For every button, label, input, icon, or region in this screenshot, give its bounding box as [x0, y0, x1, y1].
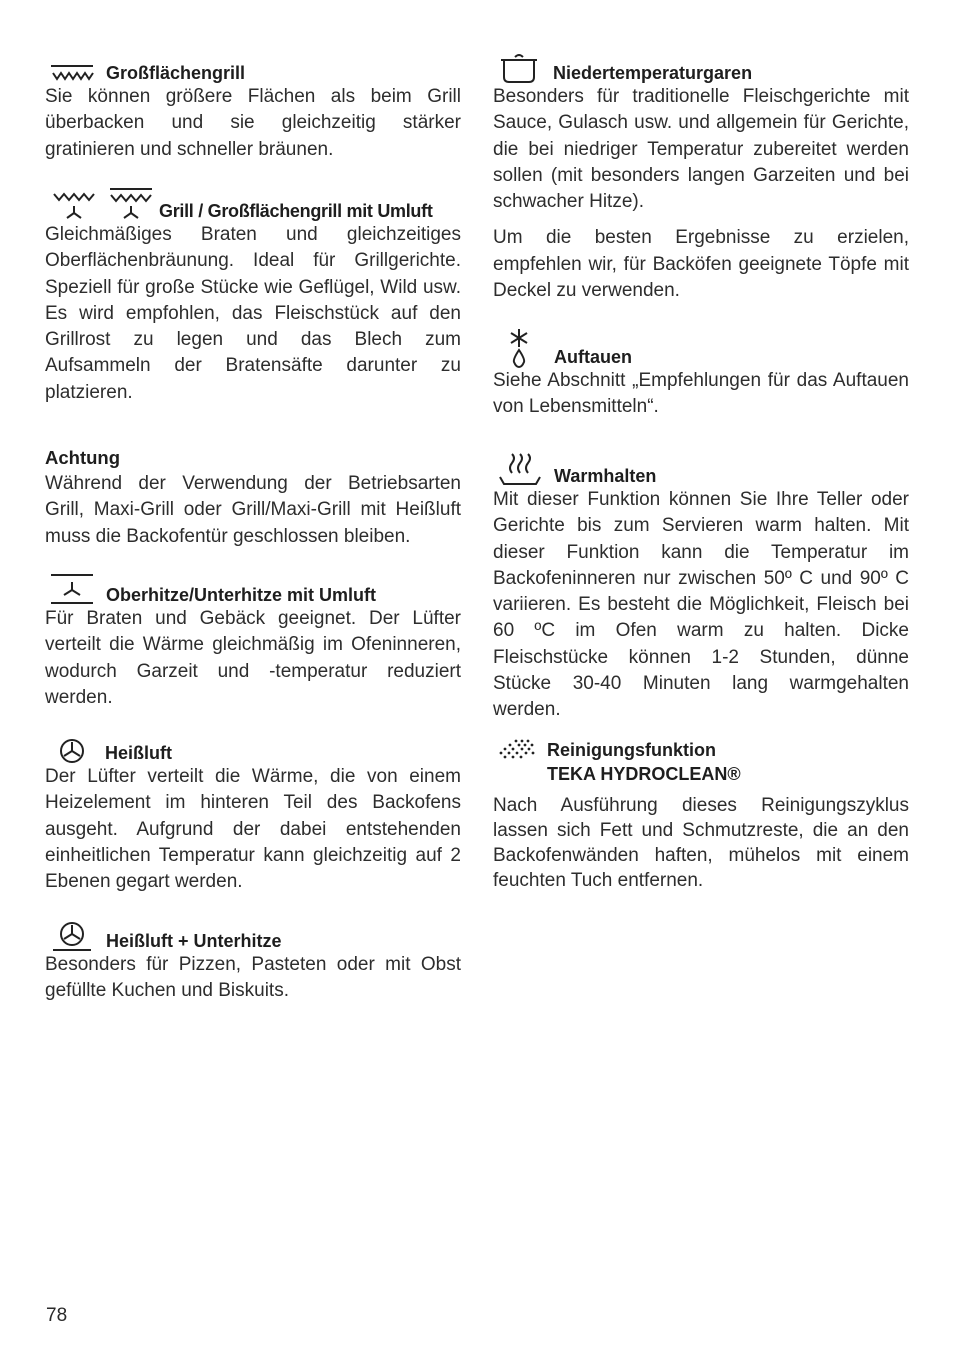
section-text: Für Braten und Gebäck geeignet. Der Lüfter verteilt die Wärme gleichmäßig im Ofeninneren, wodurch Garzeit und -temperatur reduziert werden. [45, 608, 461, 708]
section-title: Grill / Großflächengrill mit Umluft [159, 201, 433, 221]
section-title: Oberhitze/Unterhitze mit Umluft [106, 585, 377, 605]
section-niedertemperatur [493, 46, 909, 314]
section-grossflaechengrill [45, 46, 461, 164]
section-subtitle: TEKA HYDROCLEAN® [547, 764, 741, 784]
keep-warm-icon [498, 453, 542, 487]
section-text: Mit dieser Funktion können Sie Ihre Teller oder Gerichte bis zum Servieren warm halten. Mit dieser Funktion kann die Temperatur im Backofeninneren nur zwischen 50º C und 90º C variieren. Es besteht die Möglichkeit, Fleisch bei 60 ºC im Ofen warm zu halten. Dicke Fleischstücke können 1-2 Stunden, dünne Stücke 30-40 Minuten lang warmgehalten werden. [493, 489, 909, 721]
section-ober-unter-umluft [45, 570, 461, 715]
defrost-icon [507, 328, 531, 368]
section-achtung [45, 445, 461, 552]
section-title: Reinigungsfunktion [547, 740, 716, 760]
page-number: 78 [46, 1305, 68, 1326]
hydroclean-icon [498, 739, 536, 759]
section-text: Besonders für Pizzen, Pasteten oder mit Obst gefüllte Kuchen und Biskuits. [45, 954, 461, 1002]
section-warmhalten [493, 450, 909, 725]
large-grill-icon [50, 62, 94, 84]
section-text: Der Lüfter verteilt die Wärme, die von einem Heizelement im hinteren Teil des Backofens ausgeht. Aufgrund der dabei entstehenden einheitlichen Temperatur kann gleichzeitig auf 2 Ebenen gegart werden. [45, 766, 461, 893]
large-grill-fan-icon [109, 186, 153, 222]
section-text: Besonders für traditionelle Fleischgerichte mit Sauce, Gulasch usw. und allgemein für Gerichte, die bei niedriger Temperatur zubereitet werden sollen (mit besonders langen Garzeiten und bei schwacher Hitze). [493, 86, 909, 213]
hot-air-bottom-icon [52, 920, 92, 952]
section-reinigung [493, 739, 909, 893]
section-text: Siehe Abschnitt „Empfehlungen für das Auftauen von Lebensmitteln“. [493, 370, 909, 418]
top-bottom-fan-icon [50, 572, 94, 606]
section-title: Warmhalten [554, 466, 657, 486]
grill-fan-icon [52, 186, 96, 222]
section-text-2: Um die besten Ergebnisse zu erzielen, empfehlen wir, für Backöfen geeignete Töpfe mit Deckel zu verwenden. [493, 227, 909, 302]
warning-title: Achtung [45, 447, 121, 468]
section-title: Großflächengrill [106, 63, 246, 83]
warning-text: Während der Verwendung der Betriebsarten Grill, Maxi-Grill oder Grill/Maxi-Grill mit Heißluft muss die Backofentür geschlossen bleiben. [45, 473, 461, 547]
section-text: Nach Ausführung dieses Reinigungszyklus lassen sich Fett und Schmutzreste, die an den Backofenwänden haften, mühelos mit einem feuchten Tuch entfernen. [493, 795, 909, 891]
section-heissluft-unterhitze [45, 916, 461, 1005]
section-grill-umluft [45, 185, 461, 441]
hot-air-icon [59, 738, 85, 764]
right-column [493, 46, 909, 893]
section-text: Gleichmäßiges Braten und gleichzeitiges Oberflächenbräunung. Ideal für Grillgerichte. Speziell für große Stücke wie Geflügel, Wild usw. Es wird empfohlen, das Fleischstück auf den Grillrost zu legen und das Blech zum Aufsammeln der Bratensäfte darunter zu platzieren. [45, 224, 461, 403]
pot-icon [497, 52, 541, 84]
section-text: Sie können größere Flächen als beim Grill überbacken und sie gleichzeitig stärker gratinieren und schneller bräunen. [45, 86, 461, 160]
section-title: Heißluft [105, 743, 172, 763]
section-title: Heißluft + Unterhitze [106, 931, 282, 951]
section-heissluft [45, 728, 461, 894]
left-column [45, 46, 461, 1005]
section-title: Auftauen [554, 347, 632, 367]
section-auftauen [493, 326, 909, 441]
section-title: Niedertemperaturgaren [553, 63, 753, 83]
